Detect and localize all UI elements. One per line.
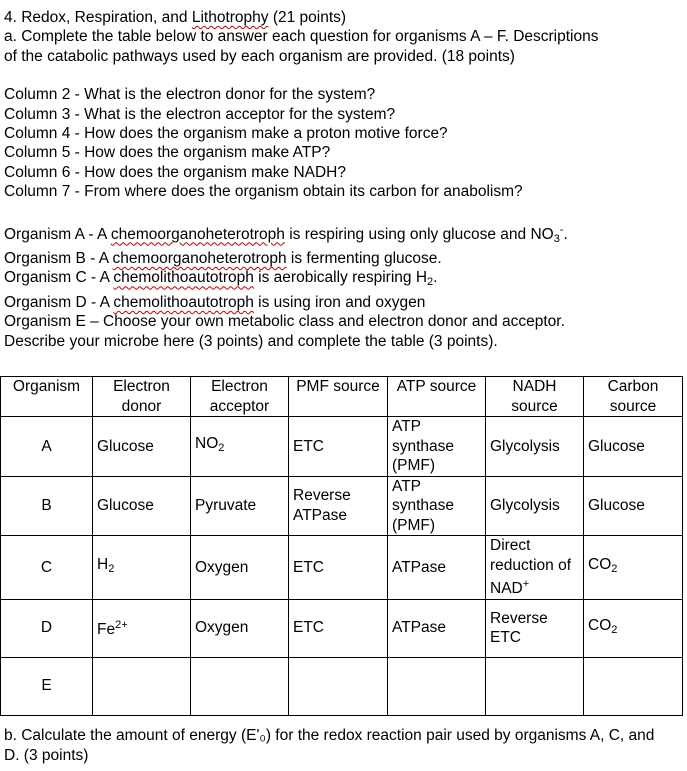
atp-source-cell[interactable]: ATP synthase (PMF): [388, 417, 486, 477]
table-row: [1, 536, 683, 600]
organism-description-a: Organism A - A chemoorganoheterotroph is respiring using only glucose and $NO_3^-$.: [4, 223, 568, 245]
atp-source-cell[interactable]: ATPase: [388, 536, 486, 600]
carbon-source-cell[interactable]: Glucose: [584, 476, 683, 536]
part-b-question: b. Calculate the amount of energy (E'₀) for the redox reaction pair used by organisms A, C, and D. (3 points): [4, 727, 655, 764]
column-description: Column 6 - How does the organism make NADH?: [4, 163, 346, 181]
header-atp-source: ATP source: [388, 377, 486, 417]
organism-description-d: Organism D - A chemolithoautotroph is using iron and oxygen: [4, 293, 426, 311]
organism-description-e: Organism E – Choose your own metabolic class and electron donor and acceptor.: [4, 313, 565, 331]
electron-donor-cell[interactable]: Glucose: [93, 476, 191, 536]
organism-cell: D: [1, 599, 93, 657]
header-pmf-source: PMF source: [289, 377, 388, 417]
spellcheck-word: chemoorganoheterotroph: [110, 225, 285, 243]
carbon-source-cell[interactable]: Glucose: [584, 417, 683, 477]
atp-source-cell[interactable]: [388, 657, 486, 715]
electron-acceptor-cell[interactable]: Oxygen: [191, 599, 289, 657]
electron-donor-cell[interactable]: Glucose: [93, 417, 191, 477]
question-intro: [4, 8, 684, 351]
spellcheck-word: Lithotrophy: [191, 9, 269, 26]
nadh-source-cell[interactable]: Glycolysis: [486, 476, 584, 536]
organism-cell: C: [1, 536, 93, 600]
organism-cell: A: [1, 417, 93, 477]
table-row: [1, 599, 683, 657]
carbon-source-cell[interactable]: [584, 657, 683, 715]
electron-donor-cell[interactable]: [93, 657, 191, 715]
pmf-source-cell[interactable]: ETC: [289, 536, 388, 600]
column-description: Column 5 - How does the organism make ATP?: [4, 144, 331, 162]
column-description: Column 2 - What is the electron donor for the system?: [4, 86, 376, 104]
nadh-source-cell[interactable]: Direct reduction of NAD+: [486, 536, 584, 600]
pmf-source-cell[interactable]: ETC: [289, 599, 388, 657]
organism-description-e-instructions: Describe your microbe here (3 points) and complete the table (3 points).: [4, 332, 498, 350]
electron-donor-cell[interactable]: $H_2$: [93, 536, 191, 600]
pmf-source-cell[interactable]: [289, 657, 388, 715]
header-electron-acceptor: Electron acceptor: [191, 377, 289, 417]
electron-acceptor-cell[interactable]: $NO_2$: [191, 417, 289, 477]
electron-acceptor-cell[interactable]: [191, 657, 289, 715]
spellcheck-word: chemolithoautotroph: [113, 293, 254, 311]
electron-acceptor-cell[interactable]: Oxygen: [191, 536, 289, 600]
electron-donor-cell[interactable]: $Fe^{2+}$: [93, 599, 191, 657]
atp-source-cell[interactable]: ATPase: [388, 599, 486, 657]
organism-description-b: Organism B - A chemoorganoheterotroph is fermenting glucose.: [4, 250, 442, 268]
column-description: Column 4 - How does the organism make a proton motive force?: [4, 125, 448, 143]
nadh-source-cell[interactable]: Reverse ETC: [486, 599, 584, 657]
pmf-source-cell[interactable]: ETC: [289, 417, 388, 477]
organism-cell: E: [1, 657, 93, 715]
spellcheck-word: chemoorganoheterotroph: [112, 250, 287, 268]
table-row: [1, 657, 683, 715]
spellcheck-word: chemolithoautotroph: [113, 269, 254, 287]
part-a-line-2: of the catabolic pathways used by each organism are provided. (18 points): [4, 47, 515, 65]
header-nadh-source: NADH source: [486, 377, 584, 417]
question-title: 4. Redox, Respiration, and Lithotrophy (21 points): [4, 9, 347, 26]
atp-source-cell[interactable]: ATP synthase (PMF): [388, 476, 486, 536]
nadh-source-cell[interactable]: [486, 657, 584, 715]
column-description: Column 3 - What is the electron acceptor for the system?: [4, 105, 396, 123]
table-row: [1, 476, 683, 536]
carbon-source-cell[interactable]: $CO_2$: [584, 536, 683, 600]
header-electron-donor: Electron donor: [93, 377, 191, 417]
column-description: Column 7 - From where does the organism obtain its carbon for anabolism?: [4, 183, 523, 201]
metabolism-table: [0, 376, 683, 716]
organism-description-c: Organism C - A chemolithoautotroph is aerobically respiring $H_2$.: [4, 269, 438, 289]
header-organism: Organism: [1, 377, 93, 417]
part-a-line-1: a. Complete the table below to answer each question for organisms A – F. Descriptions: [4, 28, 599, 46]
carbon-source-cell[interactable]: $CO_2$: [584, 599, 683, 657]
pmf-source-cell[interactable]: Reverse ATPase: [289, 476, 388, 536]
nadh-source-cell[interactable]: Glycolysis: [486, 417, 584, 477]
header-carbon-source: Carbon source: [584, 377, 683, 417]
table-row: [1, 417, 683, 477]
organism-cell: B: [1, 476, 93, 536]
table-header-row: [1, 377, 683, 417]
electron-acceptor-cell[interactable]: Pyruvate: [191, 476, 289, 536]
